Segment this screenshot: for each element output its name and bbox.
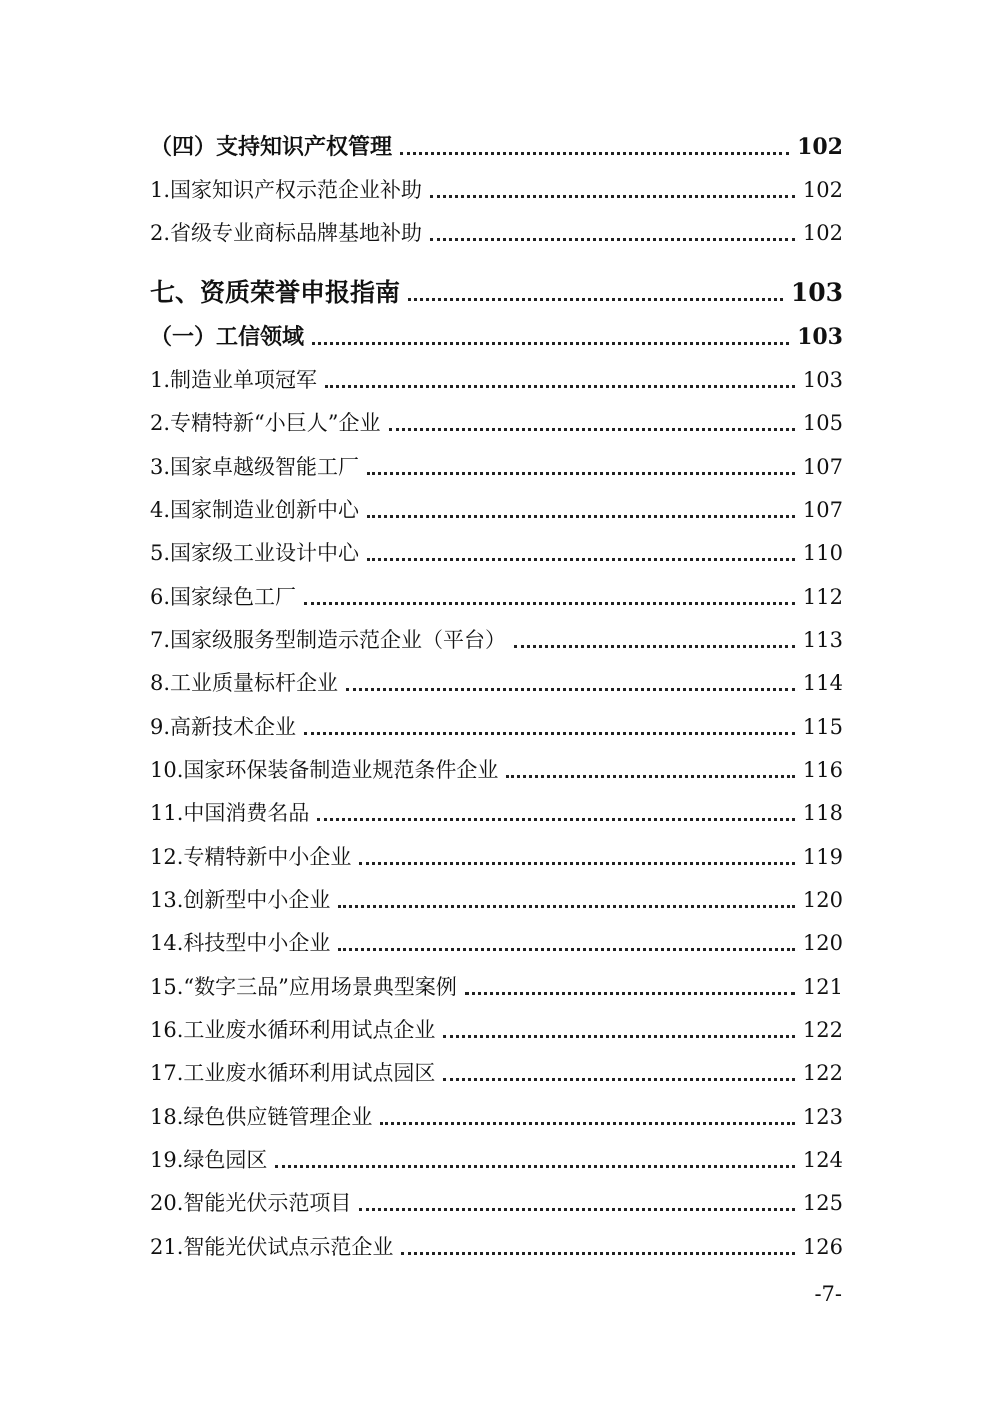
toc-entry-title: 19.绿色园区 bbox=[150, 1148, 268, 1172]
toc-entry-page: 103 bbox=[802, 368, 843, 392]
toc-entry-page: 120 bbox=[802, 931, 843, 955]
toc-entry[interactable] bbox=[150, 1101, 843, 1133]
dot-leader bbox=[304, 602, 795, 605]
toc-entry-title: 7.国家级服务型制造示范企业（平台） bbox=[150, 628, 507, 652]
toc-entry-page: 113 bbox=[802, 628, 843, 652]
toc-entry-title: 12.专精特新中小企业 bbox=[150, 845, 352, 869]
toc-entry-title: 14.科技型中小企业 bbox=[150, 931, 331, 955]
toc-entry[interactable] bbox=[150, 797, 843, 829]
toc-entry-title: 4.国家制造业创新中心 bbox=[150, 498, 360, 522]
toc-entry-page: 122 bbox=[802, 1061, 843, 1085]
toc-entry-title: 16.工业废水循环利用试点企业 bbox=[150, 1018, 436, 1042]
dot-leader bbox=[338, 905, 795, 908]
dot-leader bbox=[367, 515, 795, 518]
toc-entry-title: 10.国家环保装备制造业规范条件企业 bbox=[150, 758, 499, 782]
dot-leader bbox=[408, 298, 783, 301]
toc-entry-page: 121 bbox=[802, 975, 843, 999]
dot-leader bbox=[367, 558, 795, 561]
toc-entry-title: 2.专精特新“小巨人”企业 bbox=[150, 411, 381, 435]
toc-entry[interactable] bbox=[150, 217, 843, 249]
toc-entry-page: 107 bbox=[802, 498, 843, 522]
toc-entry[interactable] bbox=[150, 174, 843, 206]
dot-leader bbox=[325, 385, 795, 388]
toc-entry-page: 122 bbox=[802, 1018, 843, 1042]
toc-entry[interactable] bbox=[150, 581, 843, 613]
toc-entry-page: 103 bbox=[797, 324, 843, 350]
toc-entry[interactable] bbox=[150, 927, 843, 959]
toc-entry-page: 110 bbox=[802, 541, 843, 565]
dot-leader bbox=[514, 645, 795, 648]
toc-entry[interactable] bbox=[150, 364, 843, 396]
toc-entry[interactable] bbox=[150, 494, 843, 526]
dot-leader bbox=[359, 1208, 795, 1211]
toc-entry-title: 11.中国消费名品 bbox=[150, 801, 310, 825]
dot-leader bbox=[400, 152, 789, 155]
toc-entry[interactable] bbox=[150, 1231, 843, 1263]
toc-entry-title: 15.“数字三品”应用场景典型案例 bbox=[150, 975, 457, 999]
toc-entry-page: 112 bbox=[802, 585, 843, 609]
toc-entry[interactable] bbox=[150, 131, 843, 163]
dot-leader bbox=[367, 472, 795, 475]
toc-entry-page: 114 bbox=[802, 671, 843, 695]
toc-entry[interactable] bbox=[150, 667, 843, 699]
dot-leader bbox=[506, 775, 795, 778]
toc-entry-page: 102 bbox=[802, 221, 843, 245]
dot-leader bbox=[359, 862, 795, 865]
toc-entry[interactable] bbox=[150, 321, 843, 353]
dot-leader bbox=[443, 1035, 795, 1038]
dot-leader bbox=[380, 1122, 795, 1125]
toc-entry-title: 2.省级专业商标品牌基地补助 bbox=[150, 221, 423, 245]
toc-entry-title: 8.工业质量标杆企业 bbox=[150, 671, 339, 695]
dot-leader bbox=[275, 1165, 795, 1168]
toc-entry[interactable] bbox=[150, 1014, 843, 1046]
dot-leader bbox=[312, 342, 789, 345]
dot-leader bbox=[430, 238, 795, 241]
toc-entry-title: 20.智能光伏示范项目 bbox=[150, 1191, 352, 1215]
toc-entry[interactable] bbox=[150, 884, 843, 916]
dot-leader bbox=[430, 195, 795, 198]
dot-leader bbox=[346, 688, 795, 691]
toc-entry-title: 1.国家知识产权示范企业补助 bbox=[150, 178, 423, 202]
toc-entry-title: 七、资质荣誉申报指南 bbox=[150, 278, 401, 307]
toc-entry-title: （四）支持知识产权管理 bbox=[150, 134, 393, 160]
toc-entry[interactable] bbox=[150, 451, 843, 483]
toc-entry-page: 124 bbox=[802, 1148, 843, 1172]
toc-entry[interactable] bbox=[150, 277, 843, 309]
toc-entry[interactable] bbox=[150, 1187, 843, 1219]
dot-leader bbox=[338, 948, 795, 951]
toc-entry-title: （一）工信领域 bbox=[150, 324, 305, 350]
toc-entry[interactable] bbox=[150, 407, 843, 439]
toc-entry-title: 6.国家绿色工厂 bbox=[150, 585, 297, 609]
dot-leader bbox=[465, 992, 795, 995]
toc-entry[interactable] bbox=[150, 754, 843, 786]
toc-entry-page: 123 bbox=[802, 1105, 843, 1129]
toc-entry[interactable] bbox=[150, 1057, 843, 1089]
page-number: -7- bbox=[814, 1282, 842, 1306]
toc-entry-title: 9.高新技术企业 bbox=[150, 715, 297, 739]
toc-entry-title: 1.制造业单项冠军 bbox=[150, 368, 318, 392]
toc-entry[interactable] bbox=[150, 537, 843, 569]
dot-leader bbox=[401, 1252, 795, 1255]
toc-entry-page: 107 bbox=[802, 455, 843, 479]
toc-entry[interactable] bbox=[150, 971, 843, 1003]
toc-entry-page: 119 bbox=[802, 845, 843, 869]
toc-entry-page: 116 bbox=[802, 758, 843, 782]
toc-entry-page: 102 bbox=[797, 134, 843, 160]
dot-leader bbox=[317, 818, 795, 821]
toc-entry-title: 5.国家级工业设计中心 bbox=[150, 541, 360, 565]
dot-leader bbox=[389, 428, 795, 431]
toc-entry[interactable] bbox=[150, 711, 843, 743]
toc-entry[interactable] bbox=[150, 624, 843, 656]
toc-entry-page: 102 bbox=[802, 178, 843, 202]
toc-entry[interactable] bbox=[150, 841, 843, 873]
toc-entry-page: 126 bbox=[802, 1235, 843, 1259]
toc-entry-title: 17.工业废水循环利用试点园区 bbox=[150, 1061, 436, 1085]
toc-entry-title: 18.绿色供应链管理企业 bbox=[150, 1105, 373, 1129]
dot-leader bbox=[443, 1078, 795, 1081]
toc-entry-title: 3.国家卓越级智能工厂 bbox=[150, 455, 360, 479]
toc-entry-page: 103 bbox=[790, 278, 843, 307]
toc-entry-page: 118 bbox=[802, 801, 843, 825]
dot-leader bbox=[304, 732, 795, 735]
toc-entry[interactable] bbox=[150, 1144, 843, 1176]
toc-entry-page: 120 bbox=[802, 888, 843, 912]
toc-entry-title: 13.创新型中小企业 bbox=[150, 888, 331, 912]
toc-entry-title: 21.智能光伏试点示范企业 bbox=[150, 1235, 394, 1259]
toc-entry-page: 105 bbox=[802, 411, 843, 435]
toc-entry-page: 115 bbox=[802, 715, 843, 739]
toc-entry-page: 125 bbox=[802, 1191, 843, 1215]
